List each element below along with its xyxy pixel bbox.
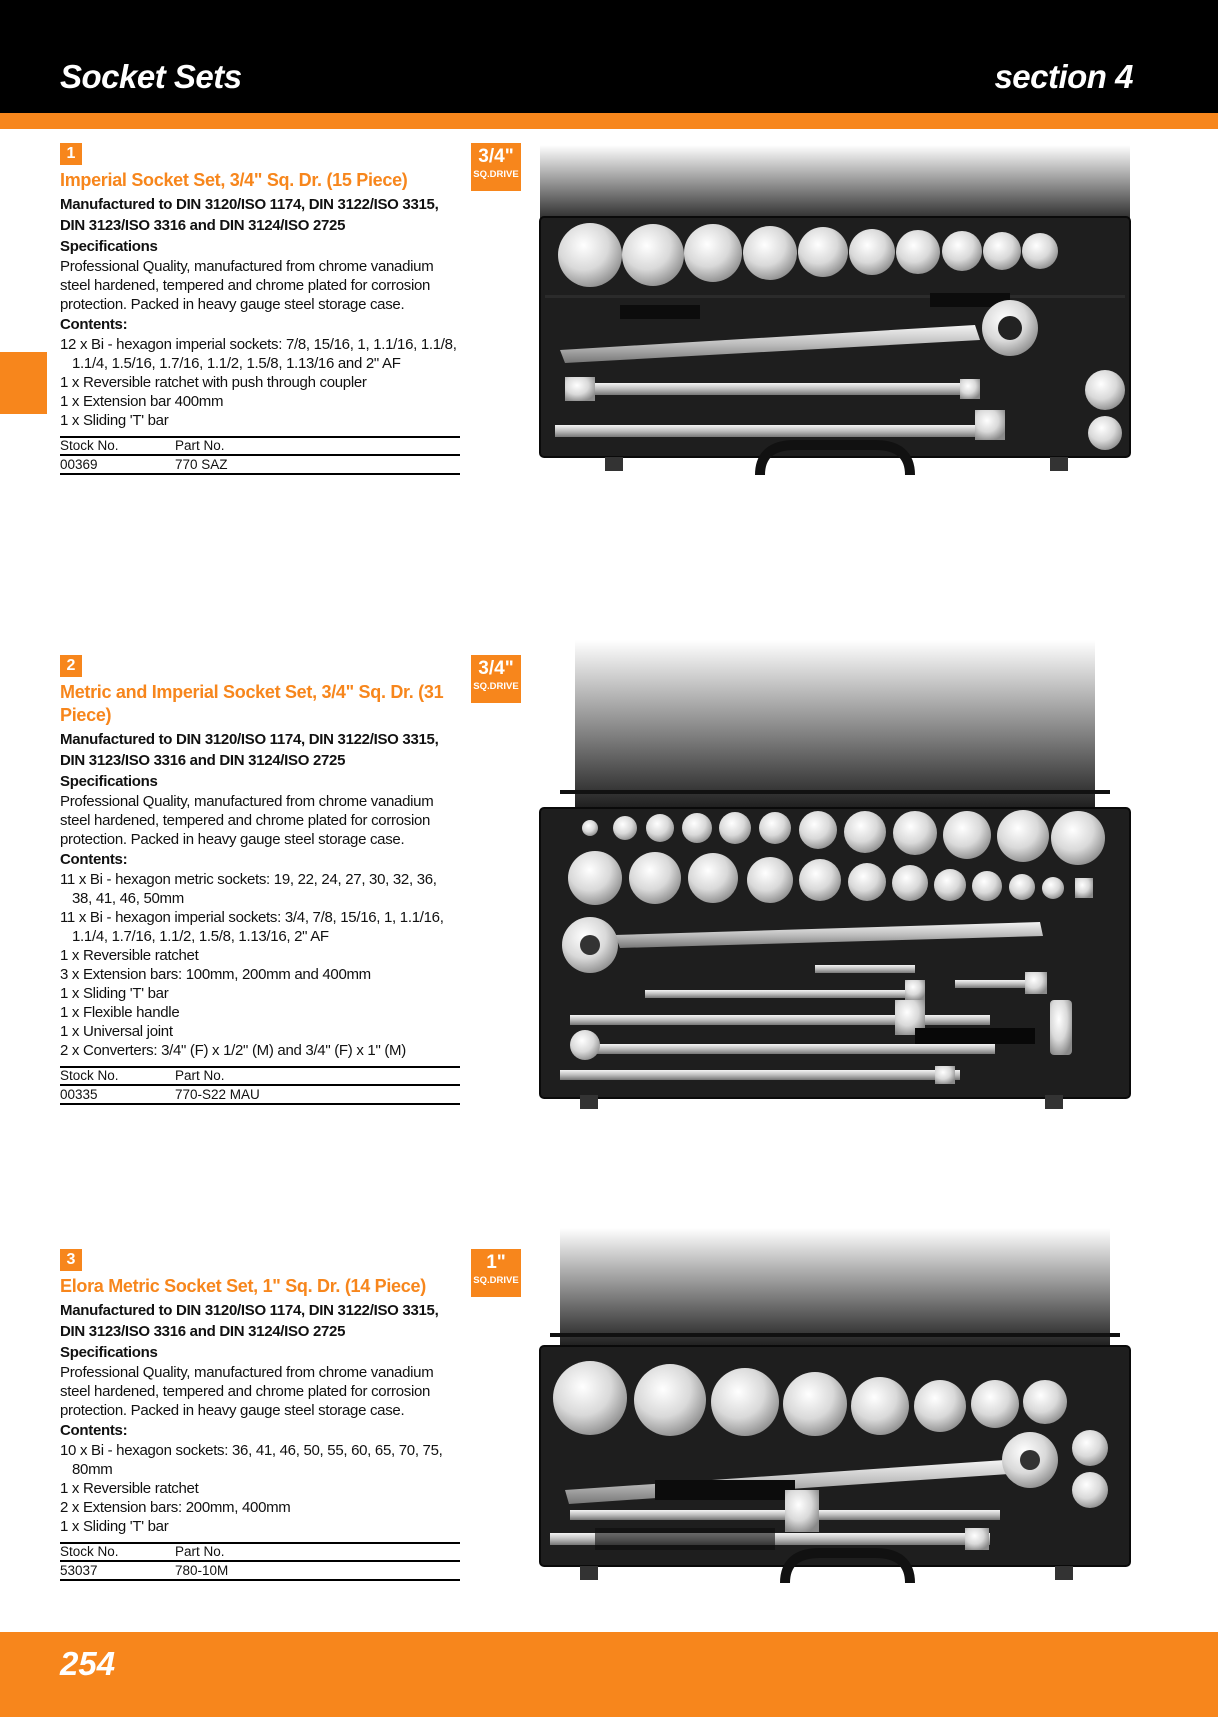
side-tab-marker	[0, 352, 47, 414]
list-item: 1 x Extension bar 400mm	[60, 393, 224, 410]
product-photo-socket-set-3	[535, 1228, 1135, 1608]
list-item: 1 x Reversible ratchet	[60, 947, 199, 964]
list-item: 2 x Converters: 3/4" (F) x 1/2" (M) and 3/4" (F) x 1" (M)	[60, 1042, 406, 1059]
header-stripe	[0, 113, 1218, 129]
list-item: 1 x Reversible ratchet with push through coupler	[60, 374, 367, 391]
list-item: 12 x Bi - hexagon imperial sockets: 7/8, 15/16, 1, 1.1/16, 1.1/8, 1.1/4, 1.5/16, 1.7/16, 1.1/2, 1.5/8, 1.13/16 and 2" AF	[60, 336, 457, 372]
stock-number: 00369	[60, 455, 175, 474]
contents-list	[60, 335, 460, 430]
drive-badge	[471, 655, 521, 703]
product-standards: Manufactured to DIN 3120/ISO 1174, DIN 3122/ISO 3315, DIN 3123/ISO 3316 and DIN 3124/ISO 2725	[60, 731, 439, 769]
specifications-heading: Specifications	[60, 1344, 158, 1361]
drive-size: 1"	[486, 1252, 506, 1273]
table-header-stock: Stock No.	[60, 437, 175, 455]
drive-badge	[471, 1249, 521, 1297]
list-item: 1 x Sliding 'T' bar	[60, 412, 169, 429]
stock-number: 00335	[60, 1085, 175, 1104]
page-title: Socket Sets	[60, 58, 242, 95]
list-item: 2 x Extension bars: 200mm, 400mm	[60, 1499, 291, 1516]
product-3	[60, 1249, 460, 1581]
page-number: 254	[60, 1645, 116, 1682]
product-title: Elora Metric Socket Set, 1" Sq. Dr. (14 Piece)	[60, 1276, 426, 1296]
table-row	[60, 1561, 460, 1580]
list-item: 1 x Sliding 'T' bar	[60, 1518, 169, 1535]
contents-heading: Contents:	[60, 1422, 128, 1439]
product-standards: Manufactured to DIN 3120/ISO 1174, DIN 3122/ISO 3315, DIN 3123/ISO 3316 and DIN 3124/ISO 2725	[60, 1302, 439, 1340]
universal-joint	[1050, 1000, 1072, 1055]
table-header-stock: Stock No.	[60, 1543, 175, 1561]
product-number: 2	[60, 655, 82, 677]
drive-size: 3/4"	[478, 658, 514, 679]
contents-heading: Contents:	[60, 316, 128, 333]
product-1	[60, 143, 460, 475]
list-item: 11 x Bi - hexagon metric sockets: 19, 22, 24, 27, 30, 32, 36, 38, 41, 46, 50mm	[60, 871, 437, 907]
part-number: 770 SAZ	[175, 455, 460, 474]
contents-heading: Contents:	[60, 851, 128, 868]
stock-table	[60, 436, 460, 475]
stock-number: 53037	[60, 1561, 175, 1580]
table-header-part: Part No.	[175, 1067, 460, 1085]
drive-label: SQ.DRIVE	[473, 681, 519, 692]
table-header-part: Part No.	[175, 437, 460, 455]
page-footer	[0, 1632, 1218, 1717]
drive-size: 3/4"	[478, 146, 514, 167]
table-header-part: Part No.	[175, 1543, 460, 1561]
drive-badge	[471, 143, 521, 191]
list-item: 1 x Reversible ratchet	[60, 1480, 199, 1497]
list-item: 1 x Flexible handle	[60, 1004, 180, 1021]
product-number: 1	[60, 143, 82, 165]
product-description: Professional Quality, manufactured from chrome vanadium steel hardened, tempered and chrome plated for corrosion protection. Packed in heavy gauge steel storage case.	[60, 258, 434, 313]
table-row	[60, 1085, 460, 1104]
product-photo-socket-set-2	[535, 640, 1135, 1120]
stock-table	[60, 1066, 460, 1105]
drive-label: SQ.DRIVE	[473, 169, 519, 180]
specifications-heading: Specifications	[60, 773, 158, 790]
product-photo-socket-set-1	[535, 145, 1135, 525]
specifications-heading: Specifications	[60, 238, 158, 255]
list-item: 1 x Universal joint	[60, 1023, 173, 1040]
part-number: 770-S22 MAU	[175, 1085, 460, 1104]
product-standards: Manufactured to DIN 3120/ISO 1174, DIN 3122/ISO 3315, DIN 3123/ISO 3316 and DIN 3124/ISO 2725	[60, 196, 439, 234]
contents-list	[60, 1441, 460, 1536]
section-label: section 4	[994, 58, 1133, 95]
product-2	[60, 655, 460, 1105]
list-item: 11 x Bi - hexagon imperial sockets: 3/4, 7/8, 15/16, 1, 1.1/16, 1.1/4, 1.7/16, 1.1/2, 1.5/8, 1.13/16, 2" AF	[60, 909, 444, 945]
contents-list	[60, 870, 460, 1060]
part-number: 780-10M	[175, 1561, 460, 1580]
table-row	[60, 455, 460, 474]
list-item: 3 x Extension bars: 100mm, 200mm and 400mm	[60, 966, 371, 983]
list-item: 1 x Sliding 'T' bar	[60, 985, 169, 1002]
drive-label: SQ.DRIVE	[473, 1275, 519, 1286]
page-header	[0, 0, 1218, 113]
table-header-stock: Stock No.	[60, 1067, 175, 1085]
product-description: Professional Quality, manufactured from chrome vanadium steel hardened, tempered and chrome plated for corrosion protection. Packed in heavy gauge steel storage case.	[60, 793, 434, 848]
product-title: Metric and Imperial Socket Set, 3/4" Sq. Dr. (31 Piece)	[60, 682, 444, 725]
product-title: Imperial Socket Set, 3/4" Sq. Dr. (15 Piece)	[60, 170, 408, 190]
stock-table	[60, 1542, 460, 1581]
list-item: 10 x Bi - hexagon sockets: 36, 41, 46, 50, 55, 60, 65, 70, 75, 80mm	[60, 1442, 443, 1478]
product-number: 3	[60, 1249, 82, 1271]
product-description: Professional Quality, manufactured from chrome vanadium steel hardened, tempered and chrome plated for corrosion protection. Packed in heavy gauge steel storage case.	[60, 1364, 434, 1419]
